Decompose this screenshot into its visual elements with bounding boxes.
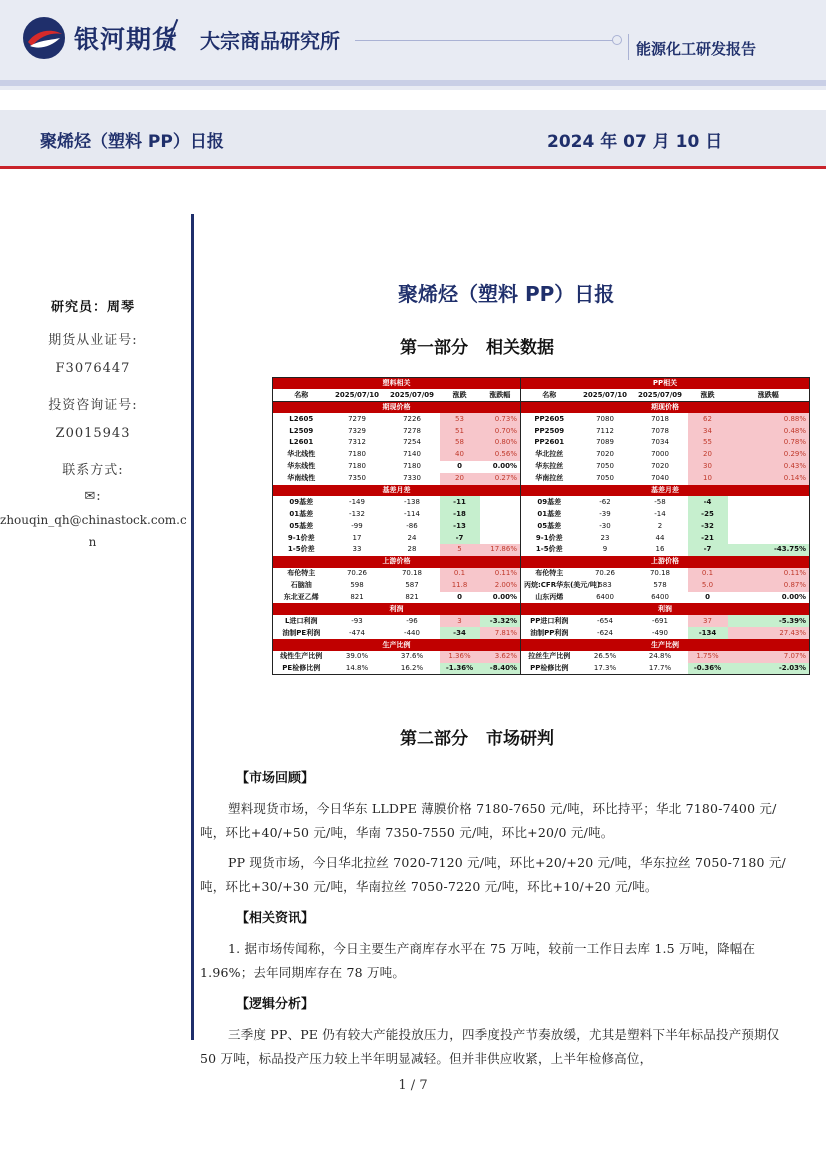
table-cell-value: -114 xyxy=(404,509,420,518)
table-section-row xyxy=(273,556,810,568)
title-band xyxy=(0,110,826,166)
table-cell-name: 线性生产比例 xyxy=(280,652,323,661)
table-cell-pct: 0.29% xyxy=(728,449,810,461)
table-cell-value: 70.18 xyxy=(649,569,671,578)
table-section-row xyxy=(273,401,810,413)
table-cell-value: 7000 xyxy=(651,450,669,459)
table-section-title: 上游价格 xyxy=(521,556,810,568)
table-cell-pct: 3.62% xyxy=(480,651,521,663)
table-cell-value: 70.26 xyxy=(346,569,368,578)
table-cell-name: 华北线性 xyxy=(287,450,316,459)
table-cell-change: 40 xyxy=(440,449,480,461)
table-cell-value: 17 xyxy=(352,533,362,542)
table-cell-name: 9-1价差 xyxy=(535,533,563,542)
table-cell-change: 5.0 xyxy=(688,580,728,592)
header-deco-vertical xyxy=(628,34,629,60)
table-cell-pct: 17.86% xyxy=(480,544,521,556)
table-cell-value: 26.5% xyxy=(593,652,617,661)
table-cell-value: -654 xyxy=(597,616,613,625)
table-cell-value: 37.6% xyxy=(400,652,424,661)
table-cell-change: -34 xyxy=(440,627,480,639)
table-cell-name: 华东拉丝 xyxy=(535,462,564,471)
table-cell-value: -490 xyxy=(652,628,668,637)
table-section-title: 期现价格 xyxy=(521,401,810,413)
table-cell-name: 华南线性 xyxy=(287,474,316,483)
table-row xyxy=(273,592,810,604)
table-section-title: 利润 xyxy=(521,603,810,615)
table-cell-change: 34 xyxy=(688,425,728,437)
table-row xyxy=(273,437,810,449)
table-cell-value: 7040 xyxy=(651,474,669,483)
table-row xyxy=(273,520,810,532)
table-cell-change: 3 xyxy=(440,615,480,627)
table-cell-pct: 0.27% xyxy=(480,473,521,485)
market-review-heading: 【市场回顾】 xyxy=(236,771,315,786)
table-cell-value: 7226 xyxy=(403,414,421,423)
table-cell-pct: 2.00% xyxy=(480,580,521,592)
related-data-table xyxy=(272,377,810,675)
table-cell-change: -134 xyxy=(688,627,728,639)
table-row xyxy=(273,544,810,556)
table-cell-pct: 0.43% xyxy=(728,461,810,473)
table-cell-pct xyxy=(728,508,810,520)
table-cell-pct: 0.00% xyxy=(781,592,807,601)
table-cell-change: 30 xyxy=(688,461,728,473)
header-stripe xyxy=(0,80,826,86)
table-cell-value: 7140 xyxy=(403,450,421,459)
contact-label: 联系方式: xyxy=(62,463,124,478)
table-cell-value: 7020 xyxy=(651,462,669,471)
table-cell-name: L2605 xyxy=(289,414,314,423)
table-cell-change: 55 xyxy=(688,437,728,449)
table-row xyxy=(273,615,810,627)
table-cell-name: 布伦特主 xyxy=(535,569,564,578)
table-cell-pct xyxy=(728,496,810,508)
table-header-cell: 涨跌幅 xyxy=(480,389,521,401)
table-cell-pct xyxy=(480,520,521,532)
table-cell-value: 7180 xyxy=(348,450,366,459)
table-right-title: PP相关 xyxy=(521,378,810,390)
table-cell-change: 0 xyxy=(705,592,710,601)
table-section-title: 基差月差 xyxy=(521,485,810,497)
table-cell-value: 24 xyxy=(407,533,417,542)
consult-label: 投资咨询证号: xyxy=(48,398,138,413)
document-title: 聚烯烃（塑料 PP）日报 xyxy=(398,282,615,306)
table-section-title: 期现价格 xyxy=(273,401,521,413)
table-cell-name: L进口利润 xyxy=(285,616,318,625)
table-left-title: 塑料相关 xyxy=(273,378,521,390)
table-cell-name: 05基差 xyxy=(537,521,562,530)
table-cell-value: 14.8% xyxy=(345,664,369,673)
table-cell-name: 01基差 xyxy=(537,509,562,518)
table-cell-value: 583 xyxy=(598,581,612,590)
table-row xyxy=(273,496,810,508)
table-cell-value: 17.3% xyxy=(593,664,617,673)
table-cell-pct: 0.56% xyxy=(480,449,521,461)
band-title: 聚烯烃（塑料 PP）日报 xyxy=(40,132,224,152)
table-cell-value: 7018 xyxy=(651,414,669,423)
table-title-row xyxy=(273,378,810,390)
license-number: F3076447 xyxy=(55,361,131,376)
table-header-cell: 涨跌 xyxy=(440,389,480,401)
table-cell-value: -62 xyxy=(599,497,611,506)
table-cell-change: 0.1 xyxy=(688,568,728,580)
table-cell-pct: -43.75% xyxy=(728,544,810,556)
table-cell-pct: 0.11% xyxy=(728,568,810,580)
table-cell-pct: 0.73% xyxy=(480,413,521,425)
table-cell-pct: 0.88% xyxy=(728,413,810,425)
report-type: 能源化工研发报告 xyxy=(636,40,757,58)
table-cell-pct: -5.39% xyxy=(728,615,810,627)
table-cell-pct: 0.00% xyxy=(480,592,521,604)
table-cell-value: -39 xyxy=(599,509,611,518)
table-row xyxy=(273,413,810,425)
table-cell-value: 7330 xyxy=(403,474,421,483)
table-cell-pct: -8.40% xyxy=(480,663,521,675)
table-cell-name: PP2601 xyxy=(534,438,565,447)
table-cell-name: PP检修比例 xyxy=(530,664,569,673)
table-cell-change: -25 xyxy=(688,508,728,520)
table-cell-value: 598 xyxy=(350,581,364,590)
logic-para-1: 三季度 PP、PE 仍有较大产能投放压力，四季度投产节奏放缓，尤其是塑料下半年标品投产预期仅 50 万吨，标品投产压力较上半年明显减轻。但并非供应收紧，上半年检修高位， xyxy=(200,1027,780,1066)
table-section-row xyxy=(273,639,810,651)
table-header-cell: 名称 xyxy=(521,389,578,401)
table-header-cell: 2025/07/09 xyxy=(633,389,688,401)
table-row xyxy=(273,461,810,473)
table-cell-pct: 7.81% xyxy=(480,627,521,639)
table-row xyxy=(273,627,810,639)
table-cell-change: 20 xyxy=(688,449,728,461)
galaxy-logo-icon xyxy=(22,16,66,60)
table-cell-value: 70.26 xyxy=(594,569,616,578)
table-cell-change: 58 xyxy=(440,437,480,449)
table-cell-value: 587 xyxy=(405,581,419,590)
table-cell-pct: 7.07% xyxy=(728,651,810,663)
table-cell-value: 7329 xyxy=(348,426,366,435)
table-cell-name: PE检修比例 xyxy=(282,664,321,673)
table-cell-change: 1.75% xyxy=(688,651,728,663)
news-para-1: 1. 据市场传闻称，今日主要生产商库存水平在 75 万吨，较前一工作日去库 1.5 万吨，降幅在 1.96%；去年同期库存在 78 万吨。 xyxy=(200,941,756,980)
table-cell-pct: 0.11% xyxy=(480,568,521,580)
analyst-name: 研究员：周琴 xyxy=(50,300,135,315)
table-row xyxy=(273,449,810,461)
table-cell-change: -0.36% xyxy=(688,663,728,675)
table-cell-name: 东北亚乙烯 xyxy=(283,592,319,601)
table-cell-name: 9-1价差 xyxy=(287,533,315,542)
table-cell-change: -32 xyxy=(688,520,728,532)
title-band-underline xyxy=(0,166,826,169)
table-cell-value: 7278 xyxy=(403,426,421,435)
table-cell-value: 28 xyxy=(407,545,417,554)
table-cell-value: -474 xyxy=(349,628,365,637)
brand-name: 银河期货 xyxy=(74,25,179,54)
table-cell-name: 油制PP利润 xyxy=(530,628,569,637)
table-cell-value: 7050 xyxy=(596,474,614,483)
table-cell-value: -624 xyxy=(597,628,613,637)
table-section-row xyxy=(273,603,810,615)
table-cell-value: 33 xyxy=(352,545,362,554)
table-cell-value: 7050 xyxy=(596,462,614,471)
institute-name: 大宗商品研究所 xyxy=(200,29,340,53)
table-cell-value: 7034 xyxy=(651,438,669,447)
table-cell-change: -7 xyxy=(688,544,728,556)
table-section-title: 上游价格 xyxy=(273,556,521,568)
table-cell-change: 53 xyxy=(440,413,480,425)
table-cell-value: 821 xyxy=(350,592,364,601)
license-label: 期货从业证号: xyxy=(48,333,138,348)
table-cell-name: 华南拉丝 xyxy=(535,474,564,483)
table-cell-value: -93 xyxy=(351,616,363,625)
table-cell-change: -13 xyxy=(440,520,480,532)
table-cell-pct: 0.87% xyxy=(728,580,810,592)
table-cell-change: 0 xyxy=(457,462,462,471)
section-1-title xyxy=(400,333,554,358)
table-row xyxy=(273,508,810,520)
table-cell-pct: -2.03% xyxy=(728,663,810,675)
section-2-title xyxy=(400,724,554,749)
table-cell-change: 11.8 xyxy=(440,580,480,592)
table-cell-value: 6400 xyxy=(596,592,614,601)
table-cell-change: -1.36% xyxy=(440,663,480,675)
table-section-title: 利润 xyxy=(273,603,521,615)
consult-number: Z0015943 xyxy=(55,426,131,441)
table-section-title: 生产比例 xyxy=(273,639,521,651)
table-cell-change: 37 xyxy=(688,615,728,627)
table-cell-change: -18 xyxy=(440,508,480,520)
table-cell-change: 10 xyxy=(688,473,728,485)
table-cell-value: -86 xyxy=(406,521,418,530)
table-cell-value: 2 xyxy=(657,521,663,530)
table-cell-value: 16.2% xyxy=(400,664,424,673)
table-cell-value: -138 xyxy=(404,497,420,506)
table-section-title: 基差月差 xyxy=(273,485,521,497)
table-cell-change: 51 xyxy=(440,425,480,437)
table-cell-value: 7312 xyxy=(348,438,366,447)
table-cell-value: 44 xyxy=(655,533,665,542)
table-cell-name: PP2509 xyxy=(534,426,565,435)
table-cell-value: 16 xyxy=(655,545,665,554)
table-cell-change: -11 xyxy=(440,496,480,508)
table-cell-value: -30 xyxy=(599,521,611,530)
table-cell-value: -440 xyxy=(404,628,420,637)
table-header-cell: 2025/07/10 xyxy=(330,389,385,401)
envelope-icon: ✉ xyxy=(84,489,97,504)
section-1-part: 第一部分 xyxy=(400,338,468,358)
email-icon-row xyxy=(0,489,186,504)
page-header xyxy=(0,0,826,90)
table-cell-pct xyxy=(480,532,521,544)
table-cell-pct xyxy=(728,532,810,544)
table-cell-name: 丙烷:CFR华东(美元/吨) xyxy=(524,581,601,590)
table-cell-pct: 27.43% xyxy=(728,627,810,639)
news-heading: 【相关资讯】 xyxy=(236,911,315,926)
header-deco-line xyxy=(355,40,620,41)
table-cell-name: 1-5价差 xyxy=(535,545,563,554)
table-cell-change: 0 xyxy=(457,592,462,601)
table-cell-pct: 0.48% xyxy=(728,425,810,437)
table-header-cell: 2025/07/09 xyxy=(385,389,440,401)
table-cell-value: -149 xyxy=(349,497,365,506)
page-number: 1 / 7 xyxy=(398,1078,428,1093)
table-cell-name: 1-5价差 xyxy=(287,545,315,554)
table-header-cell: 涨跌幅 xyxy=(728,389,810,401)
table-cell-change: -4 xyxy=(688,496,728,508)
table-cell-pct: -3.32% xyxy=(480,615,521,627)
section-2-name: 市场研判 xyxy=(486,729,554,749)
table-cell-value: 7254 xyxy=(403,438,421,447)
table-cell-value: 7020 xyxy=(596,450,614,459)
table-cell-pct: 0.00% xyxy=(480,461,521,473)
table-cell-value: 39.0% xyxy=(345,652,369,661)
table-cell-pct: 0.70% xyxy=(480,425,521,437)
table-cell-value: 578 xyxy=(653,581,667,590)
sidebar-rule xyxy=(191,214,194,1040)
table-row xyxy=(273,532,810,544)
table-cell-name: 油制PE利润 xyxy=(282,628,321,637)
table-cell-name: 05基差 xyxy=(289,521,314,530)
table-cell-pct: 0.14% xyxy=(728,473,810,485)
table-cell-name: L2509 xyxy=(289,426,314,435)
table-row xyxy=(273,651,810,663)
email-icon-colon: : xyxy=(96,489,102,504)
table-cell-change: 1.36% xyxy=(440,651,480,663)
table-cell-value: -691 xyxy=(652,616,668,625)
table-header-cell: 名称 xyxy=(273,389,330,401)
table-cell-value: 17.7% xyxy=(648,664,672,673)
table-cell-value: 7089 xyxy=(596,438,614,447)
table-cell-value: -96 xyxy=(406,616,418,625)
table-cell-pct xyxy=(728,520,810,532)
table-cell-value: 7350 xyxy=(348,474,366,483)
table-row xyxy=(273,425,810,437)
table-cell-name: 石脑油 xyxy=(290,581,312,590)
table-cell-change: -21 xyxy=(688,532,728,544)
table-cell-value: 7112 xyxy=(596,426,614,435)
table-cell-name: PP2605 xyxy=(534,414,565,423)
table-cell-pct: 0.80% xyxy=(480,437,521,449)
table-cell-name: 09基差 xyxy=(537,497,562,506)
table-cell-value: 7080 xyxy=(596,414,614,423)
table-cell-value: 7180 xyxy=(348,462,366,471)
table-section-title: 生产比例 xyxy=(521,639,810,651)
table-cell-name: 01基差 xyxy=(289,509,314,518)
table-cell-change: -7 xyxy=(440,532,480,544)
table-section-row xyxy=(273,485,810,497)
table-cell-value: 24.8% xyxy=(648,652,672,661)
table-cell-name: 09基差 xyxy=(289,497,314,506)
email-address-tail[interactable]: n xyxy=(88,535,98,549)
table-header-row xyxy=(273,389,810,401)
table-cell-value: -58 xyxy=(654,497,666,506)
market-review-para-2: PP 现货市场，今日华北拉丝 7020-7120 元/吨，环比+20/+20 元/吨，华东拉丝 7050-7180 元/吨，环比+30/+30 元/吨，华南拉丝 7050-7220 元/吨，环比+10/+20 元/吨。 xyxy=(200,855,786,894)
table-cell-value: 7279 xyxy=(348,414,366,423)
logic-heading: 【逻辑分析】 xyxy=(236,997,315,1012)
table-cell-value: 6400 xyxy=(651,592,669,601)
table-cell-name: L2601 xyxy=(289,438,314,447)
report-date: 2024 年 07 月 10 日 xyxy=(547,132,723,152)
table-header-cell: 涨跌 xyxy=(688,389,728,401)
table-cell-value: 9 xyxy=(602,545,608,554)
section-1-name: 相关数据 xyxy=(486,338,554,358)
table-cell-change: 62 xyxy=(688,413,728,425)
table-cell-value: 821 xyxy=(405,592,419,601)
table-row xyxy=(273,568,810,580)
table-cell-value: 7180 xyxy=(403,462,421,471)
header-deco-circle xyxy=(612,35,622,45)
table-cell-change: 5 xyxy=(440,544,480,556)
email-address[interactable]: zhouqin_qh@chinastock.com.c xyxy=(0,513,187,527)
table-cell-pct xyxy=(480,508,521,520)
table-cell-value: 70.18 xyxy=(401,569,423,578)
table-header-cell: 2025/07/10 xyxy=(578,389,633,401)
table-cell-name: PP进口利润 xyxy=(530,616,569,625)
table-cell-pct: 0.78% xyxy=(728,437,810,449)
table-cell-value: -14 xyxy=(654,509,666,518)
table-cell-value: -132 xyxy=(349,509,365,518)
table-cell-change: 20 xyxy=(440,473,480,485)
table-row xyxy=(273,663,810,675)
table-row xyxy=(273,580,810,592)
table-cell-name: 山东丙烯 xyxy=(535,592,564,601)
table-cell-name: 华东线性 xyxy=(287,462,316,471)
table-cell-value: -99 xyxy=(351,521,363,530)
market-review-para-1: 塑料现货市场，今日华东 LLDPE 薄膜价格 7180-7650 元/吨，环比持平；华北 7180-7400 元/吨，环比+40/+50 元/吨，华南 7350-7550 元/吨，环比+20/0 元/吨。 xyxy=(200,801,777,840)
table-cell-name: 布伦特主 xyxy=(287,569,316,578)
table-cell-value: 7078 xyxy=(651,426,669,435)
table-cell-name: 拉丝生产比例 xyxy=(528,652,571,661)
table-cell-change: 0.1 xyxy=(440,568,480,580)
section-2-part: 第二部分 xyxy=(400,729,468,749)
table-row xyxy=(273,473,810,485)
table-cell-name: 华北拉丝 xyxy=(535,450,564,459)
table-cell-pct xyxy=(480,496,521,508)
table-cell-value: 23 xyxy=(600,533,610,542)
